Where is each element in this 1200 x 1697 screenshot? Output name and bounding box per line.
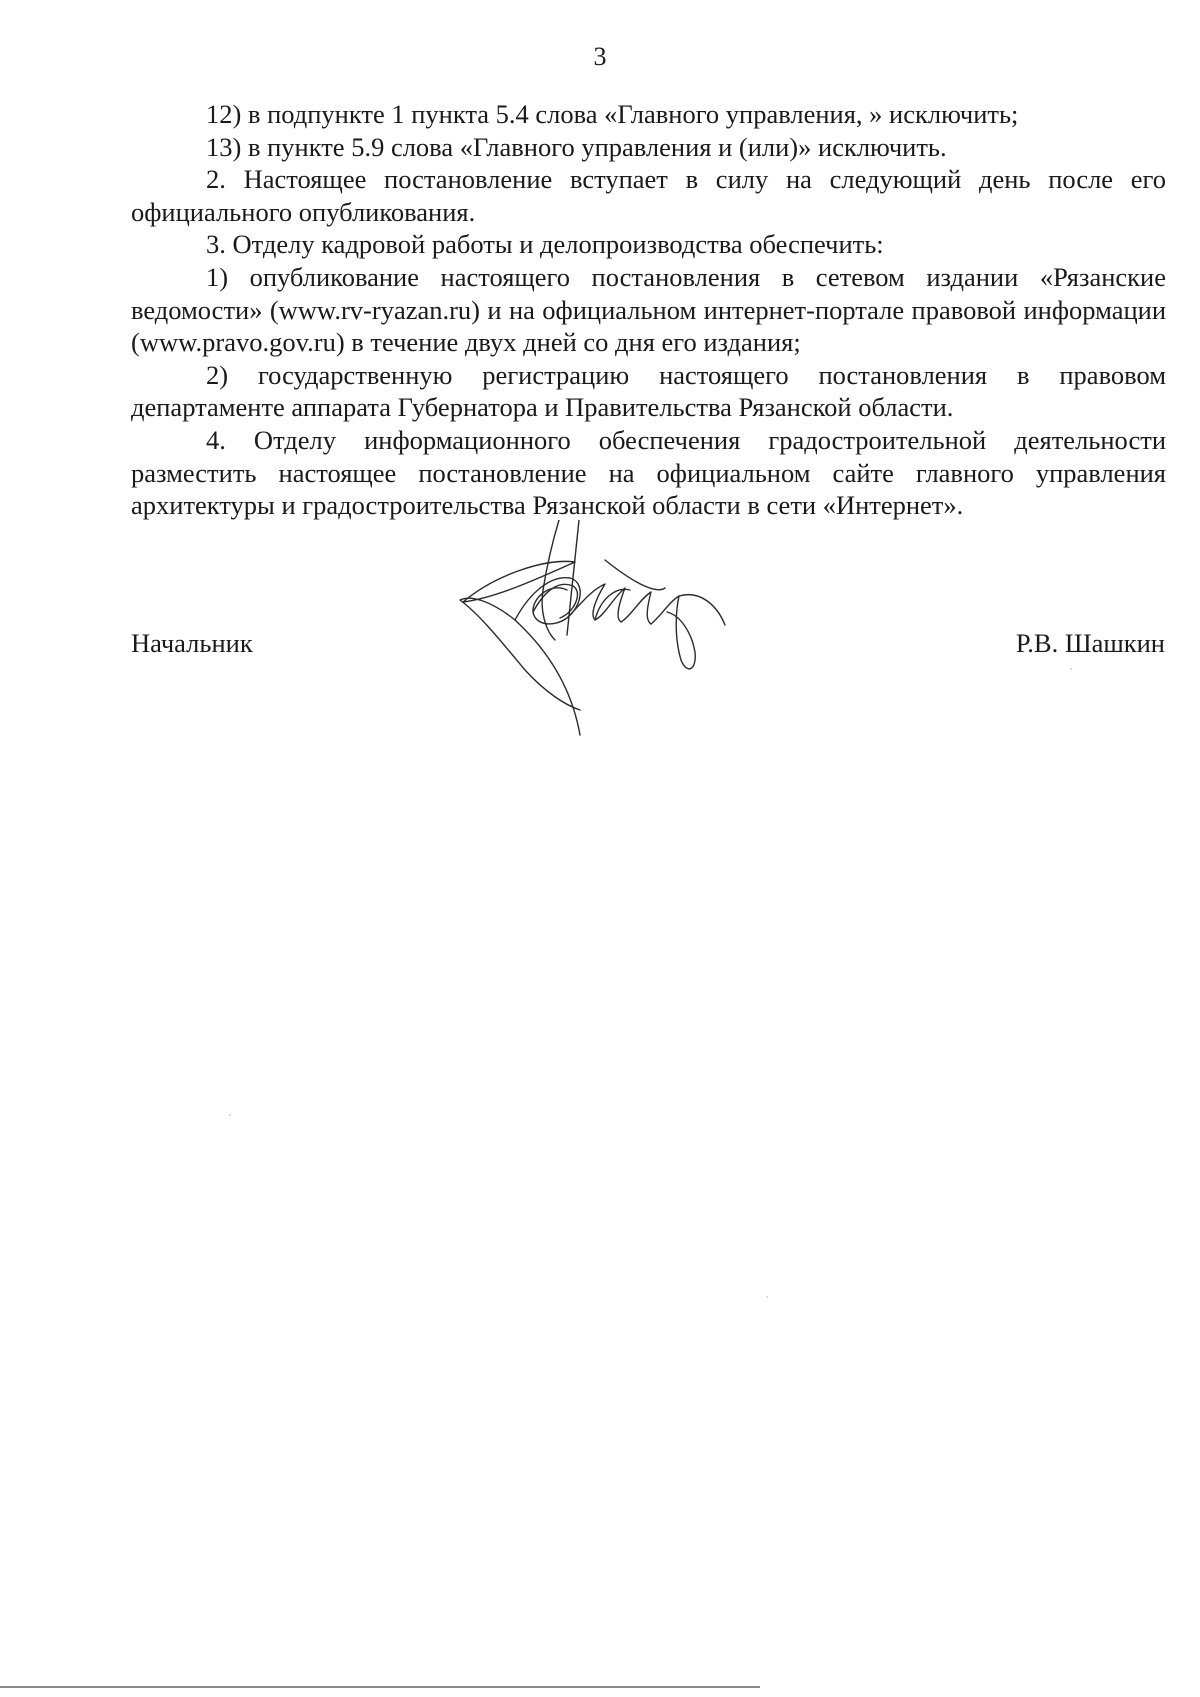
scan-edge-line [0,1686,760,1688]
page-number: 3 [593,42,607,71]
paragraph-section-3: 3. Отделу кадровой работы и делопроизводства обеспечить: [206,229,884,260]
paragraph-section-3-item-1: 1) опубликование настоящего постановления в сетевом издании «Рязанские ведомости» (www.rv-ryazan.ru) и на официальном интернет-портале правовой информации (www.pravo.gov.ru) в течение двух дней со дня его издания; [131,261,1166,358]
scan-speck [766,1296,768,1298]
scan-speck [1070,668,1072,670]
scan-speck [229,1114,231,1116]
paragraph-item-12: 12) в подпункте 1 пункта 5.4 слова «Главного управления, » исключить; [206,99,1019,129]
paragraph-section-2: 2. Настоящее постановление вступает в силу на следующий день после его официального опубликования. [131,164,1166,227]
paragraph-section-3-item-2: 2) государственную регистрацию настоящего постановления в правовом департаменте аппарата Губернатора и Правительства Рязанской области. [131,359,1166,423]
paragraph-item-13: 13) в пункте 5.9 слова «Главного управления и (или)» исключить. [206,131,947,162]
signatory-name: Р.В. Шашкин [1015,628,1165,658]
document-body [131,98,1166,522]
paragraph-section-4: 4. Отделу информационного обеспечения градостроительной деятельности разместить настоящее постановление на официальном сайте главного управления архитектуры и градостроительства Рязанской области в сети «Интернет». [131,424,1166,521]
handwritten-signature-icon [455,520,765,740]
signatory-position: Начальник [131,628,253,658]
